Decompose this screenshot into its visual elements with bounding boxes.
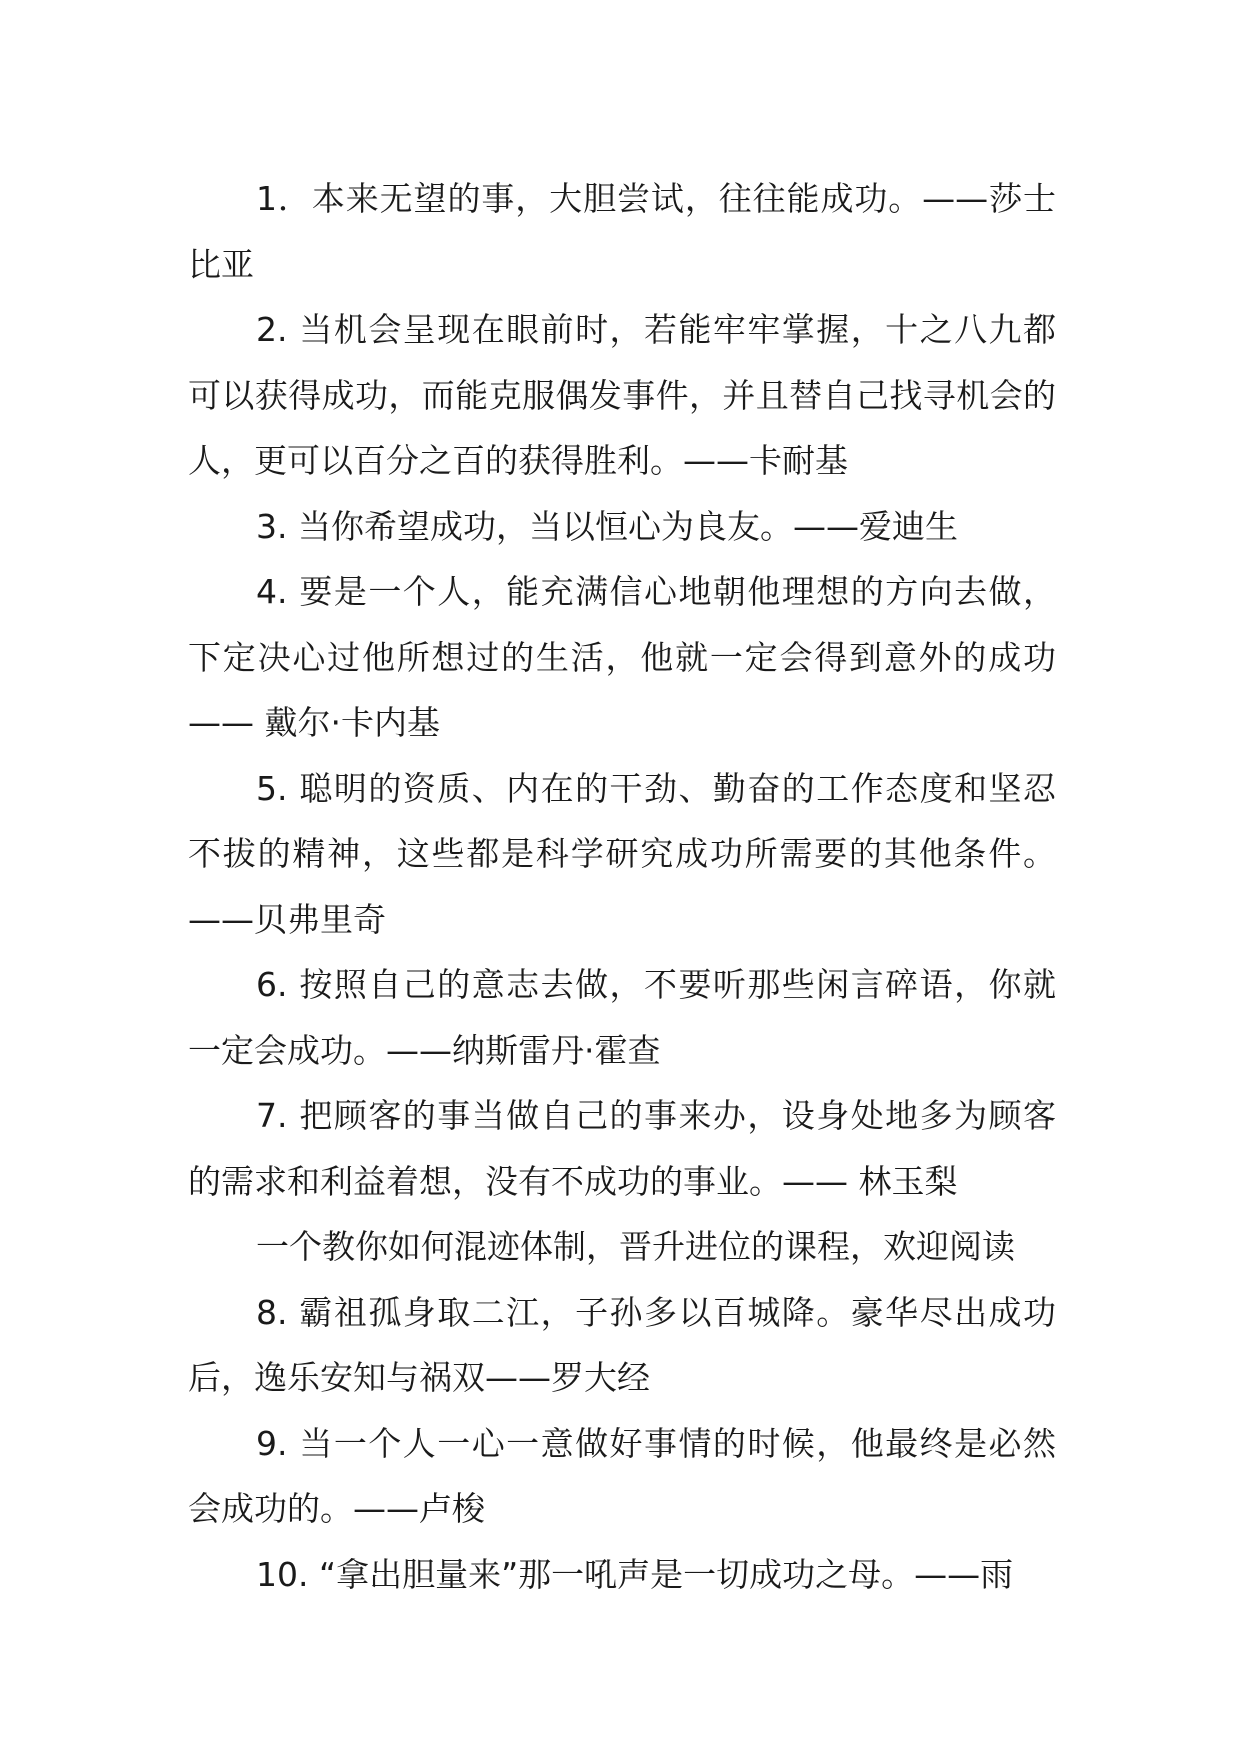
paragraph-3: 3. 当你希望成功，当以恒心为良友。——爱迪生 <box>256 506 958 546</box>
paragraph-5: 5. 聪明的资质、内在的干劲、勤奋的工作态度和坚忍不拔的精神，这些都是科学研究成功所需要的其他条件。——贝弗里奇 <box>188 768 1056 939</box>
paragraph-6: 6. 按照自己的意志去做，不要听那些闲言碎语，你就一定会成功。——纳斯雷丹·霍查 <box>188 965 1056 1070</box>
paragraph-1: 1．本来无望的事，大胆尝试，往往能成功。——莎士比亚 <box>188 179 1056 284</box>
paragraph-4: 4. 要是一个人，能充满信心地朝他理想的方向去做，下定决心过他所想过的生活，他就一定会得到意外的成功—— 戴尔·卡内基 <box>188 572 1056 742</box>
paragraph-7: 7. 把顾客的事当做自己的事来办，设身处地多为顾客的需求和利益着想，没有不成功的事业。—— 林玉梨 <box>188 1096 1056 1201</box>
paragraph-8: 8. 霸祖孤身取二江，子孙多以百城降。豪华尽出成功后，逸乐安知与祸双——罗大经 <box>188 1292 1056 1397</box>
paragraph-10: 10. “拿出胆量来”那一吼声是一切成功之母。——雨 <box>256 1554 1014 1594</box>
document-body <box>188 166 1056 1607</box>
paragraph-9: 9. 当一个人一心一意做好事情的时候，他最终是必然会成功的。——卢梭 <box>188 1423 1056 1528</box>
paragraph-ad: 一个教你如何混迹体制，晋升进位的课程，欢迎阅读 <box>256 1227 1015 1266</box>
paragraph-2: 2. 当机会呈现在眼前时，若能牢牢掌握，十之八九都可以获得成功，而能克服偶发事件，并且替自己找寻机会的人，更可以百分之百的获得胜利。——卡耐基 <box>188 310 1056 480</box>
